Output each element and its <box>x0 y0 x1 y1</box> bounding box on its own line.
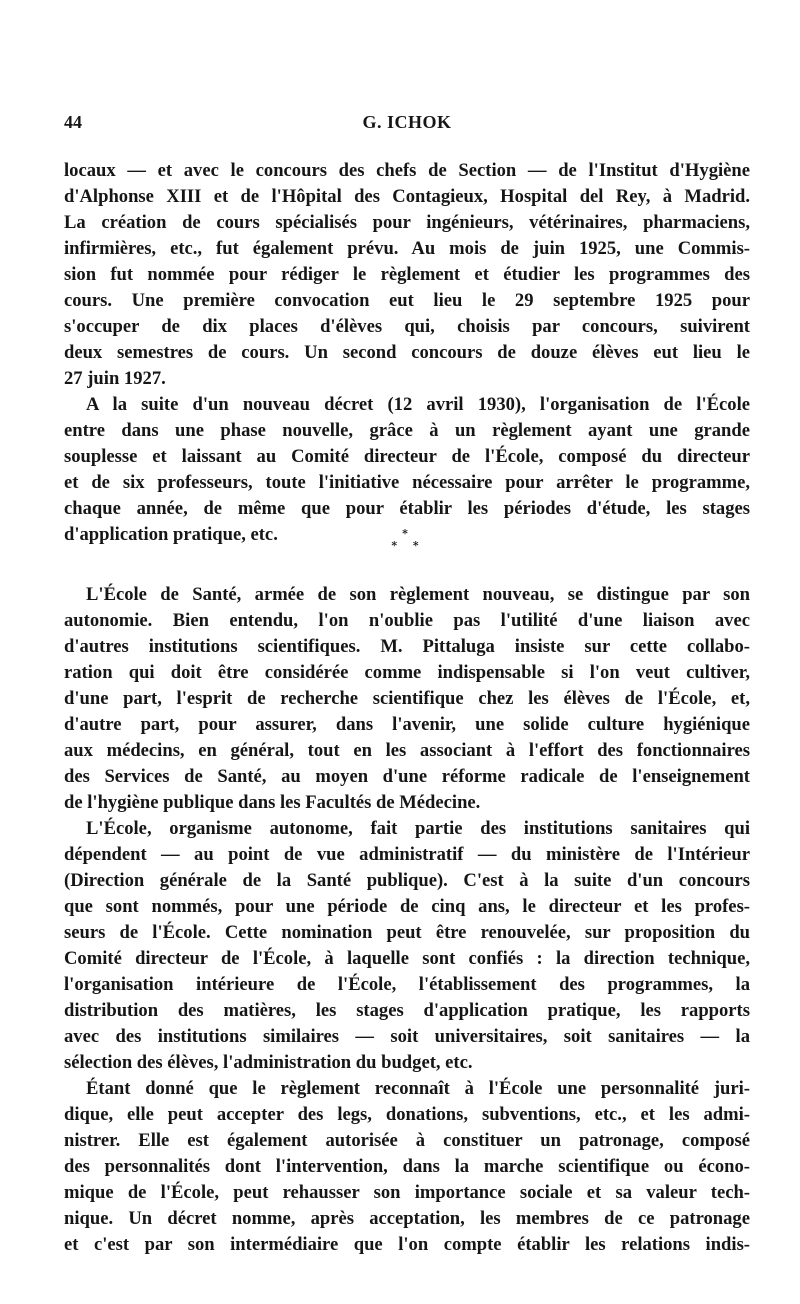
text-line: d'application pratique, etc. <box>64 524 278 545</box>
text-line: avec des institutions similaires — soit universitaires, soit sanitaires — la <box>64 1026 750 1047</box>
text-line: infirmières, etc., fut également prévu. Au mois de juin 1925, une Commis- <box>64 238 750 259</box>
text-line: d'autres institutions scientifiques. M. Pittaluga insiste sur cette collabo- <box>64 636 750 657</box>
text-line: ration qui doit être considérée comme indispensable si l'on veut cultiver, <box>64 662 750 683</box>
text-line: chaque année, de même que pour établir les périodes d'étude, les stages <box>64 498 750 519</box>
text-line: locaux — et avec le concours des chefs de Section — de l'Institut d'Hygiène <box>64 160 750 181</box>
text-line: sélection des élèves, l'administration du budget, etc. <box>64 1052 473 1073</box>
text-line: L'École, organisme autonome, fait partie des institutions sanitaires qui <box>86 818 750 839</box>
text-line: des personnalités dont l'intervention, dans la marche scientifique ou écono- <box>64 1156 750 1177</box>
text-line: autonomie. Bien entendu, l'on n'oublie pas l'utilité d'une liaison avec <box>64 610 750 631</box>
text-line: distribution des matières, les stages d'application pratique, les rapports <box>64 1000 750 1021</box>
running-head: G. ICHOK <box>362 112 452 132</box>
text-line: de l'hygiène publique dans les Facultés de Médecine. <box>64 792 481 813</box>
text-line: sion fut nommée pour rédiger le règlement et étudier les programmes des <box>64 264 750 285</box>
text-line: L'École de Santé, armée de son règlement nouveau, se distingue par son <box>86 584 750 605</box>
text-line: des Services de Santé, au moyen d'une réforme radicale de l'enseignement <box>64 766 750 787</box>
page-header <box>64 112 750 142</box>
text-line: nique. Un décret nomme, après acceptation, les membres de ce patronage <box>64 1208 750 1229</box>
text-line: Étant donné que le règlement reconnaît à l'École une personnalité juri- <box>86 1078 750 1099</box>
page-number: 44 <box>64 112 82 132</box>
text-line: s'occuper de dix places d'élèves qui, choisis par concours, suivirent <box>64 316 750 337</box>
section-separator <box>380 528 430 564</box>
separator-top: * <box>402 527 408 540</box>
text-line: et de six professeurs, toute l'initiative nécessaire pour arrêter le programme, <box>64 472 750 493</box>
text-line: nistrer. Elle est également autorisée à constituer un patronage, composé <box>64 1130 750 1151</box>
text-line: souplesse et laissant au Comité directeur de l'École, composé du directeur <box>64 446 750 467</box>
text-line: seurs de l'École. Cette nomination peut être renouvelée, sur proposition du <box>64 922 750 943</box>
text-line: d'autre part, pour assurer, dans l'avenir, une solide culture hygiénique <box>64 714 750 735</box>
text-line: aux médecins, en général, tout en les associant à l'effort des fonctionnaires <box>64 740 750 761</box>
text-line: que sont nommés, pour une période de cinq ans, le directeur et les profes- <box>64 896 750 917</box>
text-line: dépendent — au point de vue administratif — du ministère de l'Intérieur <box>64 844 750 865</box>
text-line: La création de cours spécialisés pour ingénieurs, vétérinaires, pharmaciens, <box>64 212 750 233</box>
text-line: dique, elle peut accepter des legs, donations, subventions, etc., et les admi- <box>64 1104 750 1125</box>
text-line: 27 juin 1927. <box>64 368 166 389</box>
separator-bottom: * * <box>391 539 425 552</box>
text-line: l'organisation intérieure de l'École, l'établissement des programmes, la <box>64 974 750 995</box>
text-line: deux semestres de cours. Un second concours de douze élèves eut lieu le <box>64 342 750 363</box>
text-line: et c'est par son intermédiaire que l'on compte établir les relations indis- <box>64 1234 750 1255</box>
text-line: A la suite d'un nouveau décret (12 avril 1930), l'organisation de l'École <box>86 394 750 415</box>
text-line: d'Alphonse XIII et de l'Hôpital des Contagieux, Hospital del Rey, à Madrid. <box>64 186 750 207</box>
text-line: d'une part, l'esprit de recherche scientifique chez les élèves de l'École, et, <box>64 688 750 709</box>
text-line: (Direction générale de la Santé publique). C'est à la suite d'un concours <box>64 870 750 891</box>
text-line: entre dans une phase nouvelle, grâce à un règlement ayant une grande <box>64 420 750 441</box>
text-line: mique de l'École, peut rehausser son importance sociale et sa valeur tech- <box>64 1182 750 1203</box>
text-line: Comité directeur de l'École, à laquelle sont confiés : la direction technique, <box>64 948 750 969</box>
text-line: cours. Une première convocation eut lieu le 29 septembre 1925 pour <box>64 290 750 311</box>
